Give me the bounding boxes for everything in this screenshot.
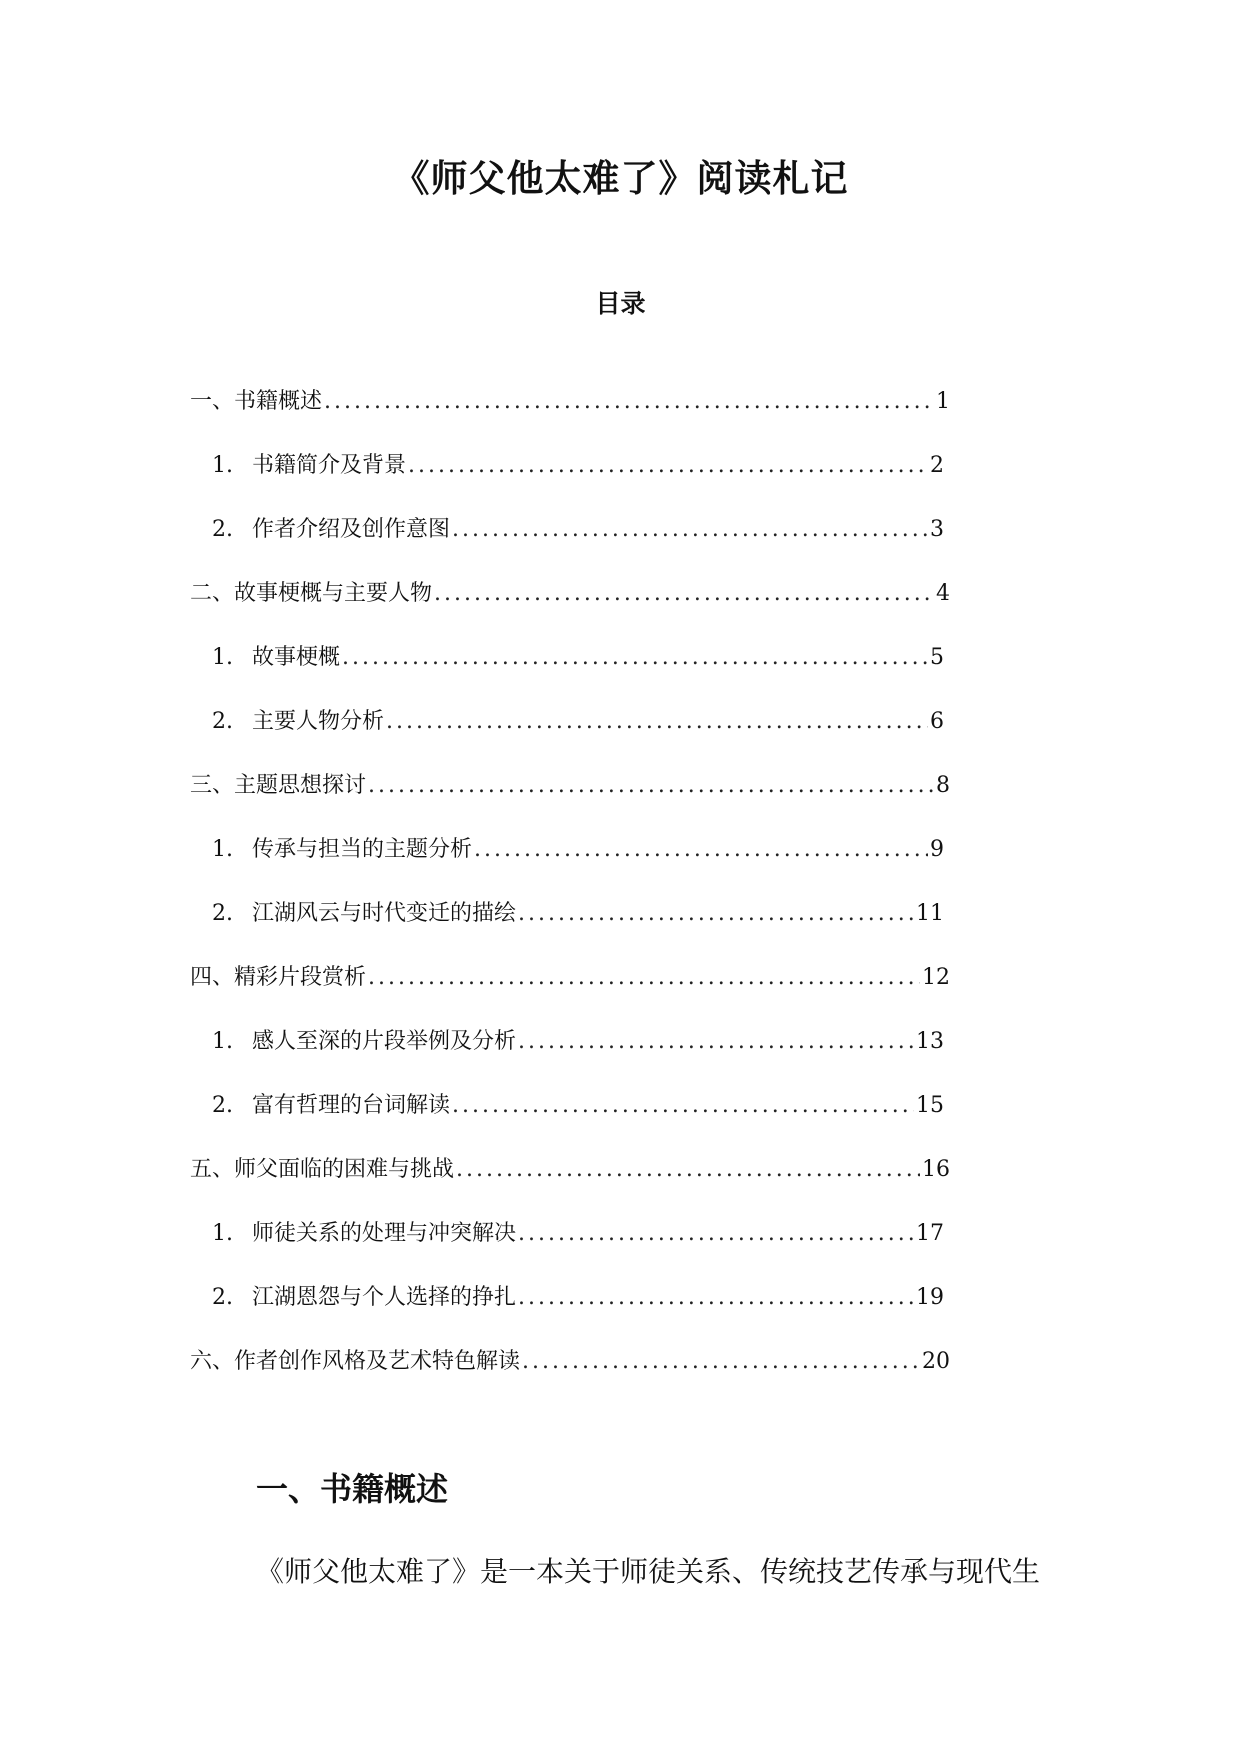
toc-entry-page: 20 bbox=[922, 1349, 950, 1374]
toc-entry-number: 1. bbox=[212, 1029, 233, 1054]
toc-leader-dots bbox=[456, 1154, 920, 1186]
toc-entry-page: 4 bbox=[936, 581, 950, 606]
toc-entry-number: 2. bbox=[212, 709, 233, 734]
toc-entry[interactable] bbox=[190, 770, 950, 802]
toc-entry-page: 11 bbox=[916, 901, 944, 926]
toc-entry-page: 5 bbox=[930, 645, 944, 670]
toc-entry[interactable] bbox=[190, 1346, 950, 1378]
toc-entry[interactable] bbox=[190, 1154, 950, 1186]
toc-entry-number: 1. bbox=[212, 645, 233, 670]
toc-leader-dots bbox=[368, 770, 934, 802]
toc-entry[interactable] bbox=[212, 1282, 944, 1314]
toc-entry[interactable] bbox=[212, 642, 944, 674]
toc-entry[interactable] bbox=[212, 706, 944, 738]
toc-entry[interactable] bbox=[190, 386, 950, 418]
toc-entry-label: 四、精彩片段赏析 bbox=[190, 965, 367, 990]
toc-entry-page: 8 bbox=[936, 773, 950, 798]
toc-entry[interactable] bbox=[212, 898, 944, 930]
toc-entry-number: 2. bbox=[212, 1285, 233, 1310]
toc-entry-label: 富有哲理的台词解读 bbox=[252, 1093, 451, 1118]
toc-leader-dots bbox=[518, 1218, 914, 1250]
toc-entry-label: 江湖风云与时代变迁的描绘 bbox=[252, 901, 517, 926]
toc-entry-number: 2. bbox=[212, 517, 233, 542]
toc-entry-label: 作者介绍及创作意图 bbox=[252, 517, 451, 542]
toc-entry-page: 19 bbox=[916, 1285, 944, 1310]
body-paragraph: 《师父他太难了》是一本关于师徒关系、传统技艺传承与现代生 bbox=[256, 1555, 1041, 1588]
toc-entry-page: 13 bbox=[916, 1029, 944, 1054]
toc-entry[interactable] bbox=[190, 962, 950, 994]
toc-entry-page: 16 bbox=[922, 1157, 950, 1182]
toc-entry-number: 2. bbox=[212, 901, 233, 926]
toc-entry[interactable] bbox=[212, 834, 944, 866]
toc-entry-label: 一、书籍概述 bbox=[190, 389, 323, 414]
toc-entry-label: 六、作者创作风格及艺术特色解读 bbox=[190, 1349, 521, 1374]
toc-entry-number: 2. bbox=[212, 1093, 233, 1118]
toc-entry-label: 故事梗概 bbox=[252, 645, 341, 670]
toc-entry-page: 17 bbox=[916, 1221, 944, 1246]
toc-leader-dots bbox=[452, 1090, 914, 1122]
toc-leader-dots bbox=[518, 898, 914, 930]
toc-entry[interactable] bbox=[212, 1218, 944, 1250]
toc-entry-page: 3 bbox=[930, 517, 944, 542]
toc-leader-dots bbox=[434, 578, 934, 610]
section-heading: 一、书籍概述 bbox=[256, 1470, 449, 1508]
toc-entry[interactable] bbox=[212, 1090, 944, 1122]
toc-entry-page: 6 bbox=[930, 709, 944, 734]
toc-entry-number: 1. bbox=[212, 453, 233, 478]
toc-entry[interactable] bbox=[190, 578, 950, 610]
toc-entry-label: 传承与担当的主题分析 bbox=[252, 837, 473, 862]
toc-entry-label: 二、故事梗概与主要人物 bbox=[190, 581, 433, 606]
toc-leader-dots bbox=[324, 386, 934, 418]
toc-entry-label: 五、师父面临的困难与挑战 bbox=[190, 1157, 455, 1182]
toc-entry-page: 15 bbox=[916, 1093, 944, 1118]
toc-leader-dots bbox=[452, 514, 928, 546]
toc-leader-dots bbox=[408, 450, 928, 482]
toc-entry-label: 江湖恩怨与个人选择的挣扎 bbox=[252, 1285, 517, 1310]
toc-entry-page: 1 bbox=[936, 389, 950, 414]
toc-entry[interactable] bbox=[212, 514, 944, 546]
toc-leader-dots bbox=[518, 1282, 914, 1314]
toc-entry-number: 1. bbox=[212, 1221, 233, 1246]
toc-leader-dots bbox=[342, 642, 928, 674]
toc-entry-page: 12 bbox=[922, 965, 950, 990]
toc-entry-page: 2 bbox=[930, 453, 944, 478]
toc-entry-label: 主要人物分析 bbox=[252, 709, 385, 734]
toc-leader-dots bbox=[474, 834, 928, 866]
toc-entry-label: 三、主题思想探讨 bbox=[190, 773, 367, 798]
toc-entry-label: 书籍简介及背景 bbox=[252, 453, 407, 478]
toc-entry-label: 感人至深的片段举例及分析 bbox=[252, 1029, 517, 1054]
toc-leader-dots bbox=[386, 706, 928, 738]
toc-entry-label: 师徒关系的处理与冲突解决 bbox=[252, 1221, 517, 1246]
toc-entry[interactable] bbox=[212, 450, 944, 482]
toc-heading: 目录 bbox=[595, 289, 646, 318]
toc-entry-number: 1. bbox=[212, 837, 233, 862]
toc-leader-dots bbox=[368, 962, 920, 994]
toc-entry-page: 9 bbox=[930, 837, 944, 862]
toc-entry[interactable] bbox=[212, 1026, 944, 1058]
toc-leader-dots bbox=[522, 1346, 920, 1378]
toc-leader-dots bbox=[518, 1026, 914, 1058]
document-title: 《师父他太难了》阅读札记 bbox=[392, 156, 849, 200]
